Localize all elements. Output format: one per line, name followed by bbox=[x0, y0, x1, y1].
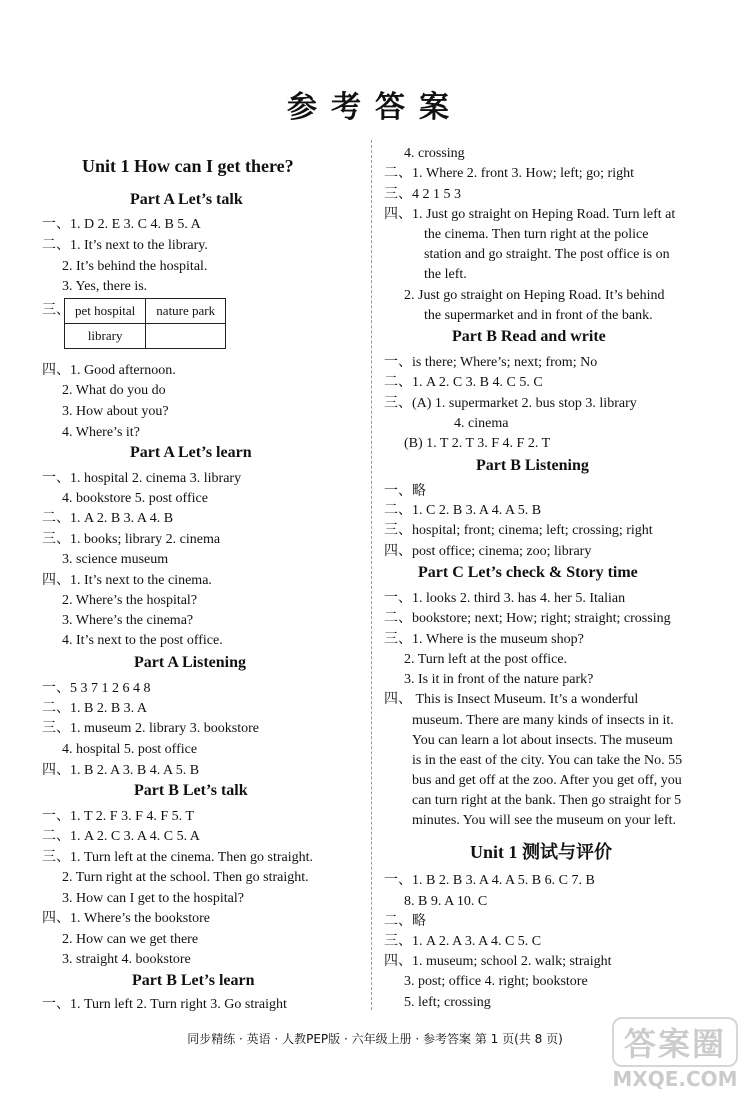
unit-heading: Unit 1 测试与评价 bbox=[470, 842, 613, 862]
answer-line: 4. cinema bbox=[454, 416, 509, 431]
table-cell: library bbox=[65, 324, 146, 349]
answer-line: 三、1. Where is the museum shop? bbox=[384, 632, 584, 647]
answer-line: 2. Turn right at the school. Then go straight. bbox=[62, 870, 309, 885]
part-heading: Part A Let’s learn bbox=[130, 444, 252, 461]
answer-line: 二、略 bbox=[384, 914, 426, 929]
part-heading: Part B Let’s learn bbox=[132, 972, 255, 989]
answer-line: 三、(A) 1. supermarket 2. bus stop 3. library bbox=[384, 396, 637, 411]
answer-line: 四、1. It’s next to the cinema. bbox=[42, 573, 212, 588]
answer-line: 四、 This is Insect Museum. It’s a wonderful bbox=[384, 692, 639, 707]
part-heading: Part B Read and write bbox=[452, 328, 606, 345]
answer-line: 四、post office; cinema; zoo; library bbox=[384, 544, 592, 559]
answer-line: 3. Yes, there is. bbox=[62, 279, 148, 294]
answer-line: 2. What do you do bbox=[62, 383, 166, 398]
answer-line: You can learn a lot about insects. The museum bbox=[412, 733, 673, 748]
answer-line: the cinema. Then turn right at the police bbox=[424, 227, 649, 242]
part-heading: Part A Let’s talk bbox=[130, 191, 243, 208]
answer-line: 5. left; crossing bbox=[404, 995, 491, 1010]
answer-line: 三、hospital; front; cinema; left; crossing; right bbox=[384, 523, 653, 538]
part-heading: Part C Let’s check & Story time bbox=[418, 564, 638, 581]
answer-line: 三、1. museum 2. library 3. bookstore bbox=[42, 721, 259, 736]
answer-line: can turn right at the bank. Then go straight for 5 bbox=[412, 793, 682, 808]
answer-line: 一、5 3 7 1 2 6 4 8 bbox=[42, 681, 151, 696]
answer-line: 2. Turn left at the post office. bbox=[404, 652, 568, 667]
answer-line: 4. It’s next to the post office. bbox=[62, 633, 223, 648]
answer-line: 二、1. Where 2. front 3. How; left; go; right bbox=[384, 166, 635, 181]
answer-line: 4. hospital 5. post office bbox=[62, 742, 198, 757]
watermark-logo-text: 答案圈 bbox=[612, 1017, 738, 1067]
watermark-logo bbox=[606, 1017, 744, 1103]
answer-line: 三、1. books; library 2. cinema bbox=[42, 532, 221, 547]
answer-line: 二、1. A 2. C 3. B 4. C 5. C bbox=[384, 375, 543, 390]
answer-line: station and go straight. The post office is on bbox=[424, 247, 670, 262]
answer-line: 一、1. looks 2. third 3. has 4. her 5. Italian bbox=[384, 591, 626, 606]
answer-line: 一、1. T 2. F 3. F 4. F 5. T bbox=[42, 809, 194, 824]
answer-line: 二、1. It’s next to the library. bbox=[42, 238, 208, 253]
answer-line: 3. How can I get to the hospital? bbox=[62, 891, 244, 906]
answer-line: 3. Is it in front of the nature park? bbox=[404, 672, 594, 687]
answer-line: 4. bookstore 5. post office bbox=[62, 491, 208, 506]
answer-line: (B) 1. T 2. T 3. F 4. F 2. T bbox=[404, 436, 551, 451]
answer-line: 一、1. D 2. E 3. C 4. B 5. A bbox=[42, 217, 201, 232]
answer-line: minutes. You will see the museum on your left. bbox=[412, 813, 677, 828]
answer-line: 8. B 9. A 10. C bbox=[404, 894, 488, 909]
answer-line: the supermarket and in front of the bank. bbox=[424, 308, 653, 323]
answer-line: 4. crossing bbox=[404, 146, 465, 161]
answer-line: 二、1. A 2. B 3. A 4. B bbox=[42, 511, 174, 526]
answer-line: 三、1. A 2. A 3. A 4. C 5. C bbox=[384, 934, 542, 949]
watermark-url: MXQE.COM bbox=[612, 1067, 738, 1091]
answer-line: 3. How about you? bbox=[62, 404, 169, 419]
answer-line: 2. It’s behind the hospital. bbox=[62, 259, 208, 274]
answer-line: 四、1. Just go straight on Heping Road. Turn left at bbox=[384, 207, 676, 222]
answer-line: 一、1. B 2. B 3. A 4. A 5. B 6. C 7. B bbox=[384, 873, 595, 888]
answer-line: 2. Where’s the hospital? bbox=[62, 593, 198, 608]
answer-line: 2. How can we get there bbox=[62, 932, 199, 947]
answer-line: 四、1. Good afternoon. bbox=[42, 363, 176, 378]
part-heading: Part B Let’s talk bbox=[134, 782, 248, 799]
answer-line: 一、略 bbox=[384, 484, 426, 499]
table-cell: pet hospital bbox=[65, 299, 146, 324]
page-footer: 同步精练 · 英语 · 人教PEP版 · 六年级上册 · 参考答案 第 1 页(共 8 页) bbox=[187, 1032, 563, 1046]
answer-line: 一、1. Turn left 2. Turn right 3. Go straight bbox=[42, 997, 287, 1012]
part-heading: Part B Listening bbox=[476, 457, 589, 474]
answer-line: bus and get off at the zoo. After you get off, you bbox=[412, 773, 682, 788]
answer-line: 四、1. B 2. A 3. B 4. A 5. B bbox=[42, 763, 200, 778]
answer-line: 3. post; office 4. right; bookstore bbox=[404, 974, 588, 989]
answer-line: 四、1. Where’s the bookstore bbox=[42, 911, 210, 926]
table-cell bbox=[146, 324, 226, 349]
answer-line: the left. bbox=[424, 267, 467, 282]
answer-line: 3. straight 4. bookstore bbox=[62, 952, 191, 967]
answer-line: 三、4 2 1 5 3 bbox=[384, 187, 461, 202]
answer-line: 一、is there; Where’s; next; from; No bbox=[384, 355, 598, 370]
answer-line: 二、1. B 2. B 3. A bbox=[42, 701, 148, 716]
answer-table bbox=[64, 298, 226, 349]
answer-line: museum. There are many kinds of insects in it. bbox=[412, 713, 674, 728]
answer-line: 四、1. museum; school 2. walk; straight bbox=[384, 954, 612, 969]
answer-line: 2. Just go straight on Heping Road. It’s behind bbox=[404, 288, 665, 303]
answer-line: 3. science museum bbox=[62, 552, 169, 567]
answer-line: 二、bookstore; next; How; right; straight; crossing bbox=[384, 611, 671, 626]
column-divider bbox=[371, 140, 372, 1010]
part-heading: Part A Listening bbox=[134, 654, 247, 671]
answer-line: is in the east of the city. You can take the No. 55 bbox=[412, 753, 683, 768]
answer-line: 二、1. A 2. C 3. A 4. C 5. A bbox=[42, 829, 200, 844]
answer-line: 二、1. C 2. B 3. A 4. A 5. B bbox=[384, 503, 542, 518]
answer-line: 3. Where’s the cinema? bbox=[62, 613, 194, 628]
table-cell: nature park bbox=[146, 299, 226, 324]
answer-line: 一、1. hospital 2. cinema 3. library bbox=[42, 471, 242, 486]
answer-line: 4. Where’s it? bbox=[62, 425, 140, 440]
answer-line: 三、1. Turn left at the cinema. Then go straight. bbox=[42, 850, 314, 865]
unit-heading: Unit 1 How can I get there? bbox=[82, 156, 294, 176]
answer-line: 三、 bbox=[42, 303, 70, 318]
page-title: 参考答案 bbox=[287, 90, 463, 125]
